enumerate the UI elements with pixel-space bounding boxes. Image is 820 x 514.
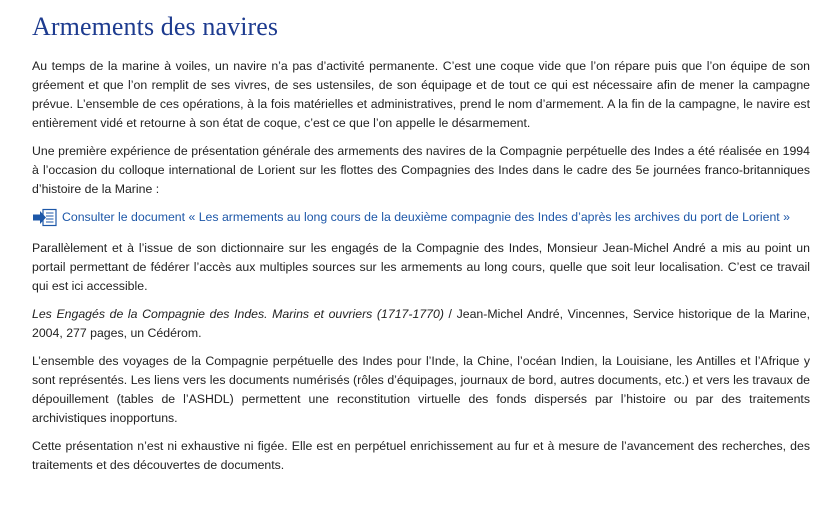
- article-body: [32, 57, 810, 484]
- page-title: Armements des navires: [32, 12, 279, 41]
- intro-paragraph: Au temps de la marine à voiles, un navire n’a pas d’activité permanente. C’est une coque vide que l’on répare puis que l’on équipe de son gréement et que l’on remplit de ses vivres, de ses ustensiles, de son équipage et de tout ce qui est nécessaire afin de mener la campagne prévue. L’ensemble de ces opérations, à la fois matérielles et administratives, prend le nom d’armement. A la fin de la campagne, le navire est entièrement vidé et retourne à son état de coque, c’est ce que l’on appelle le désarmement.: [32, 59, 810, 130]
- voyages-paragraph: L’ensemble des voyages de la Compagnie perpétuelle des Indes pour l’Inde, la Chine, l’océan Indien, la Louisiane, les Antilles et l’Afrique y sont représentés. Les liens vers les documents numérisés (rôles d’équipages, journaux de bord, autres documents, etc.) et vers les travaux de dépouillement (tables de l’ASHDL) permettent une reconstitution virtuelle des fonds dispersés par l’histoire ou par des traitements archivistiques inopportuns.: [32, 354, 810, 425]
- consult-document-link[interactable]: [32, 208, 810, 227]
- status-paragraph: Cette présentation n’est ni exhaustive ni figée. Elle est en perpétuel enrichissement au fur et à mesure de l’avancement des recherches, des traitements et des découvertes de documents.: [32, 439, 810, 472]
- consult-document-link-text[interactable]: Consulter le document « Les armements au long cours de la deuxième compagnie des Indes d’après les archives du port de Lorient »: [62, 210, 790, 224]
- reference-title: Les Engagés de la Compagnie des Indes. Marins et ouvriers (1717-1770): [32, 307, 444, 321]
- first-experience-paragraph: Une première expérience de présentation générale des armements des navires de la Compagnie perpétuelle des Indes a été réalisée en 1994 à l’occasion du colloque international de Lorient sur les flottes des Compagnies des Indes dans le cadre des 5e journées franco-britanniques d’histoire de la Marine :: [32, 144, 810, 196]
- document-arrow-icon: [32, 208, 58, 227]
- reference-details: / Jean-Michel André, Vincennes, Service historique de la Marine, 2004, 277 pages, un Cédérom.: [32, 307, 810, 340]
- portal-paragraph: Parallèlement et à l’issue de son dictionnaire sur les engagés de la Compagnie des Indes, Monsieur Jean-Michel André a mis au point un portail permettant de fédérer l’accès aux multiples sources sur les armements au long cours, quelle que soit leur localisation. C’est ce travail qui est ici accessible.: [32, 241, 810, 293]
- reference-paragraph: [32, 305, 810, 343]
